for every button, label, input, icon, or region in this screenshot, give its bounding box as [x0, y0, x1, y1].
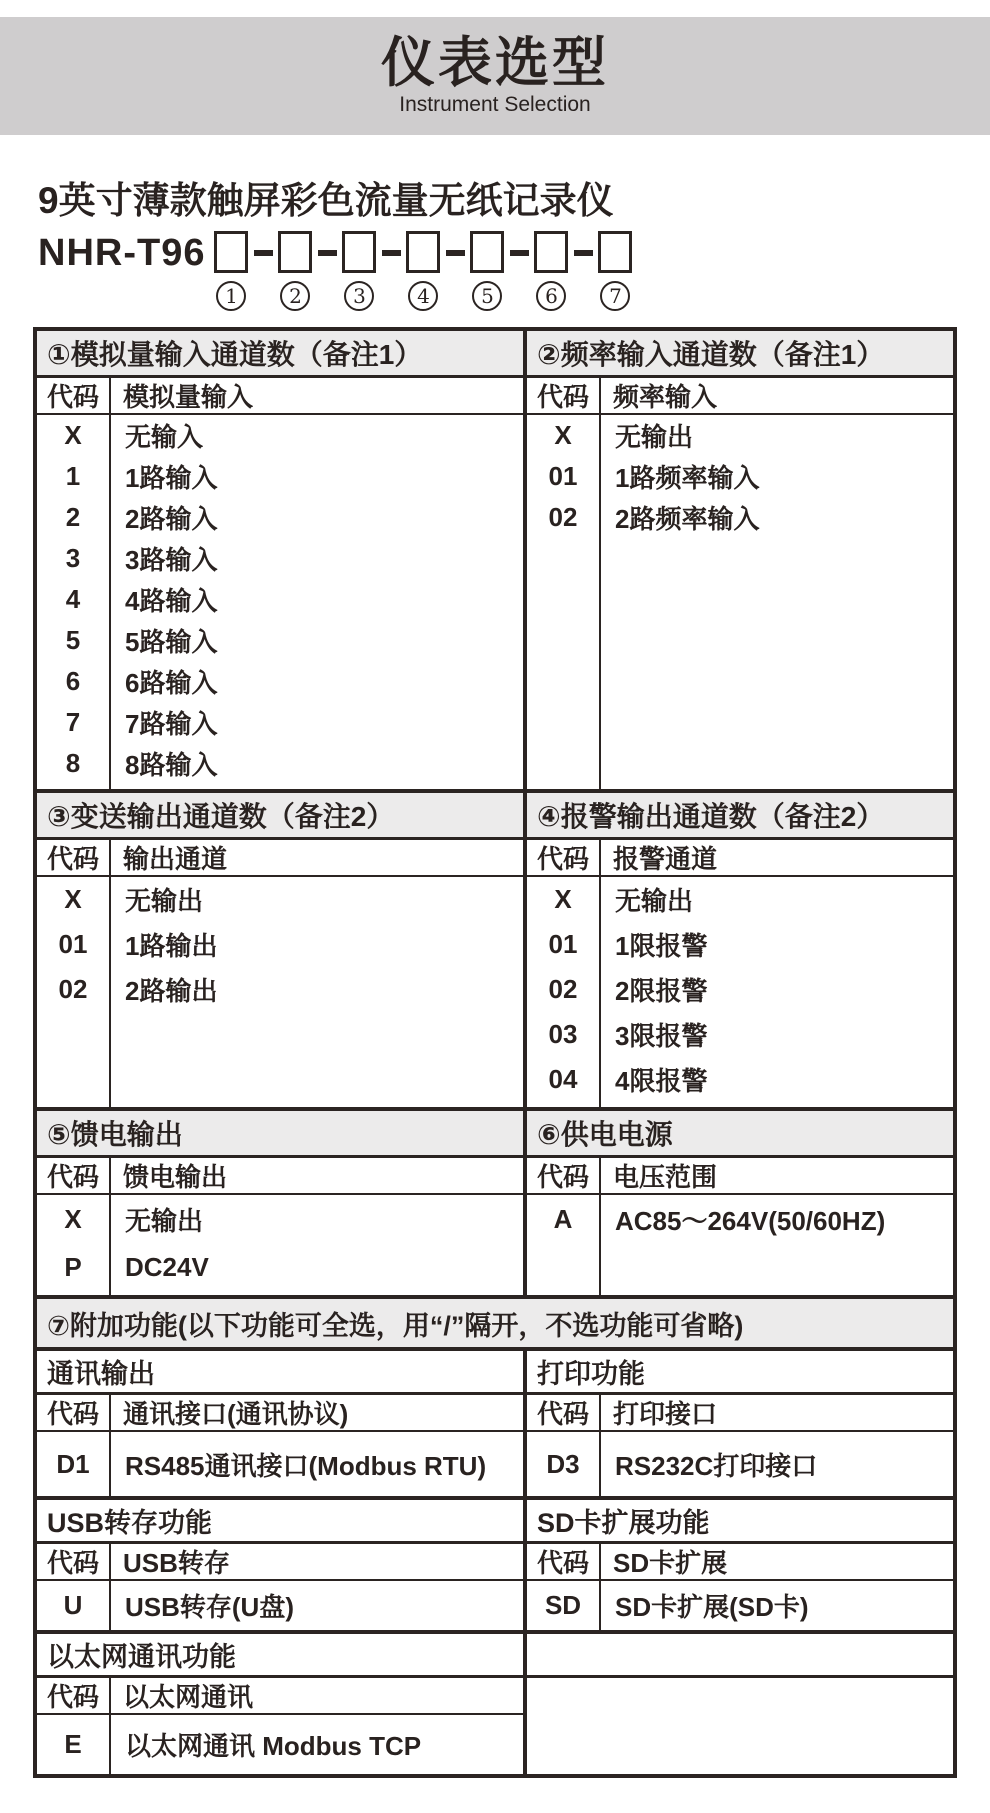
- code-cell: X: [554, 420, 572, 451]
- desc-cell: AC85～264V(50/60HZ): [615, 1205, 886, 1236]
- band-usb-sd: [37, 1496, 953, 1630]
- desc-cell: RS232C打印接口: [615, 1450, 818, 1481]
- product-name: 9英寸薄款触屏彩色流量无纸记录仪: [38, 180, 614, 221]
- model-position-2: [275, 231, 315, 311]
- section-power-supply: [527, 1111, 953, 1295]
- code-column: [37, 1581, 111, 1630]
- code-cell: X: [64, 420, 82, 451]
- desc-cell: DC24V: [125, 1251, 209, 1282]
- dash-separator: [507, 231, 531, 256]
- section-header: ③变送输出通道数（备注2）: [37, 793, 523, 840]
- desc-header-cell: 打印接口: [613, 1399, 718, 1430]
- page-banner: [0, 17, 990, 135]
- code-header-cell: 代码: [527, 1544, 601, 1579]
- subsection-title: 以太网通讯功能: [37, 1634, 523, 1678]
- model-position-4: [403, 231, 443, 311]
- desc-cell: 无输出: [615, 422, 694, 453]
- dash-separator: [379, 231, 403, 256]
- desc-cell: USB转存(U盘): [125, 1592, 294, 1623]
- column-header-row: [527, 1395, 953, 1432]
- code-cell: 1: [65, 461, 81, 492]
- data-rows: [527, 1195, 953, 1295]
- section-header: ①模拟量输入通道数（备注1）: [37, 331, 523, 378]
- code-cell: 5: [65, 625, 81, 656]
- section-feed-output: [37, 1111, 527, 1295]
- desc-header-cell: 电压范围: [613, 1162, 718, 1193]
- column-header-row: [37, 1158, 523, 1195]
- code-cell: 02: [548, 974, 578, 1005]
- code-cell: 4: [65, 584, 81, 615]
- model-code-box: [470, 231, 504, 273]
- dash-separator: [571, 231, 595, 256]
- desc-cell: 无输入: [125, 422, 204, 453]
- band-analog-frequency: [37, 331, 953, 789]
- model-position-1: [211, 231, 251, 311]
- data-rows: [37, 1581, 523, 1630]
- banner-subtitle: Instrument Selection: [399, 92, 591, 116]
- data-rows: [527, 1432, 953, 1496]
- section-analog-input: [37, 331, 527, 789]
- desc-cell: 1路输出: [125, 931, 218, 962]
- subsection-title: SD卡扩展功能: [527, 1500, 953, 1544]
- desc-column: [111, 1581, 523, 1630]
- desc-column: [111, 877, 523, 1107]
- model-position-5: [467, 231, 507, 311]
- code-header-cell: 代码: [527, 1158, 601, 1193]
- desc-column: [601, 1432, 953, 1496]
- section-header: ④报警输出通道数（备注2）: [527, 793, 953, 840]
- data-rows: [527, 1581, 953, 1630]
- banner-title: 仪表选型: [381, 33, 609, 94]
- column-header-row: [37, 1395, 523, 1432]
- code-header-cell: 代码: [527, 1395, 601, 1430]
- code-cell: U: [63, 1590, 83, 1621]
- data-rows: [527, 415, 953, 789]
- data-rows: [37, 1715, 523, 1774]
- desc-header-cell: SD卡扩展: [613, 1548, 728, 1579]
- code-header-cell: 代码: [527, 840, 601, 875]
- desc-column: [601, 1581, 953, 1630]
- model-code-line: [38, 231, 990, 311]
- band-ethernet: [37, 1630, 953, 1774]
- data-rows: [37, 1195, 523, 1295]
- band-comm-print: [37, 1347, 953, 1496]
- code-cell: P: [64, 1251, 82, 1282]
- code-column: [37, 415, 111, 789]
- desc-cell: RS485通讯接口(Modbus RTU): [125, 1450, 487, 1481]
- column-header-row: [37, 840, 523, 877]
- code-cell: 04: [548, 1064, 578, 1095]
- desc-cell: SD卡扩展(SD卡): [615, 1592, 809, 1623]
- desc-column: [111, 1432, 523, 1496]
- data-rows: [37, 1432, 523, 1496]
- code-column: [527, 1195, 601, 1295]
- section-header: ②频率输入通道数（备注1）: [527, 331, 953, 378]
- column-header-row: [527, 1544, 953, 1581]
- code-column: [527, 1432, 601, 1496]
- code-cell: 02: [548, 502, 578, 533]
- empty-cell: [527, 1634, 953, 1678]
- desc-cell: 2路输入: [125, 504, 218, 535]
- position-number: 6: [536, 281, 566, 311]
- band-feed-power: [37, 1107, 953, 1295]
- code-cell: D3: [546, 1448, 580, 1479]
- code-column: [527, 877, 601, 1107]
- code-cell: D1: [56, 1448, 90, 1479]
- code-cell: 7: [65, 707, 81, 738]
- desc-cell: 2路频率输入: [615, 504, 760, 535]
- model-code-box: [598, 231, 632, 273]
- position-number: 4: [408, 281, 438, 311]
- position-number: 5: [472, 281, 502, 311]
- model-position-3: [339, 231, 379, 311]
- dash-separator: [443, 231, 467, 256]
- code-column: [37, 1195, 111, 1295]
- selection-table: [33, 327, 957, 1778]
- code-column: [527, 1581, 601, 1630]
- desc-column: [601, 877, 953, 1107]
- desc-cell: 无输出: [125, 886, 204, 917]
- code-cell: 8: [65, 748, 81, 779]
- desc-cell: 3限报警: [615, 1021, 708, 1052]
- model-code-box: [406, 231, 440, 273]
- desc-header-cell: 馈电输出: [123, 1162, 228, 1193]
- code-header-cell: 代码: [527, 378, 601, 413]
- code-column: [37, 1715, 111, 1774]
- position-number: 2: [280, 281, 310, 311]
- model-prefix: NHR-T96: [38, 232, 206, 275]
- code-header-cell: 代码: [37, 1544, 111, 1579]
- code-cell: E: [64, 1729, 82, 1760]
- subsection-usb-transfer: [37, 1500, 527, 1630]
- dash-separator: [251, 231, 275, 256]
- subsection-title: 通讯输出: [37, 1351, 523, 1395]
- code-cell: 03: [548, 1019, 578, 1050]
- code-cell: X: [64, 884, 82, 915]
- subsection-comm-output: [37, 1351, 527, 1496]
- column-header-row: [527, 840, 953, 877]
- desc-header-cell: 以太网通讯: [123, 1682, 254, 1713]
- desc-cell: 1路频率输入: [615, 463, 760, 494]
- code-header-cell: 代码: [37, 1158, 111, 1193]
- desc-header-cell: 报警通道: [613, 844, 718, 875]
- column-header-row: [527, 1158, 953, 1195]
- code-header-cell: 代码: [37, 378, 111, 413]
- dash-separator: [315, 231, 339, 256]
- desc-column: [111, 1195, 523, 1295]
- code-header-cell: 代码: [37, 1678, 111, 1713]
- desc-cell: 8路输入: [125, 750, 218, 781]
- model-code-box: [214, 231, 248, 273]
- model-code-box: [534, 231, 568, 273]
- section-alarm-output: [527, 793, 953, 1107]
- column-header-row: [37, 1544, 523, 1581]
- desc-column: [111, 1715, 523, 1774]
- position-number: 1: [216, 281, 246, 311]
- model-code-box: [342, 231, 376, 273]
- desc-cell: 6路输入: [125, 668, 218, 699]
- code-cell: 01: [548, 929, 578, 960]
- desc-cell: 1限报警: [615, 931, 708, 962]
- code-cell: 3: [65, 543, 81, 574]
- desc-cell: 7路输入: [125, 709, 218, 740]
- desc-header-cell: 模拟量输入: [123, 382, 254, 413]
- desc-column: [601, 1195, 953, 1295]
- desc-header-cell: 频率输入: [613, 382, 718, 413]
- code-cell: 2: [65, 502, 81, 533]
- column-header-row: [527, 378, 953, 415]
- section-header: ⑦附加功能(以下功能可全选，用“/”隔开，不选功能可省略): [37, 1299, 953, 1347]
- desc-cell: 5路输入: [125, 627, 218, 658]
- subsection-title: USB转存功能: [37, 1500, 523, 1544]
- model-code-box: [278, 231, 312, 273]
- desc-header-cell: 输出通道: [123, 844, 228, 875]
- desc-header-cell: USB转存: [123, 1548, 230, 1579]
- subsection-ethernet: [37, 1634, 527, 1774]
- code-cell: 01: [548, 461, 578, 492]
- code-cell: 01: [58, 929, 88, 960]
- subsection-sd-expansion: [527, 1500, 953, 1630]
- code-header-cell: 代码: [37, 1395, 111, 1430]
- code-cell: 6: [65, 666, 81, 697]
- model-position-7: [595, 231, 635, 311]
- desc-cell: 4路输入: [125, 586, 218, 617]
- code-header-cell: 代码: [37, 840, 111, 875]
- data-rows: [37, 877, 523, 1107]
- section-header: ⑤馈电输出: [37, 1111, 523, 1158]
- desc-cell: 以太网通讯 Modbus TCP: [125, 1731, 422, 1762]
- band-additional-functions-header: [37, 1295, 953, 1347]
- model-units: [211, 231, 635, 311]
- position-number: 7: [600, 281, 630, 311]
- subsection-title: 打印功能: [527, 1351, 953, 1395]
- code-column: [37, 1432, 111, 1496]
- code-cell: SD: [544, 1590, 582, 1621]
- section-frequency-input: [527, 331, 953, 789]
- desc-cell: 无输出: [615, 886, 694, 917]
- desc-cell: 4限报警: [615, 1066, 708, 1097]
- desc-column: [601, 415, 953, 789]
- position-number: 3: [344, 281, 374, 311]
- data-rows: [527, 877, 953, 1107]
- desc-cell: 无输出: [125, 1205, 204, 1236]
- code-cell: A: [553, 1203, 573, 1234]
- column-header-row: [37, 1678, 523, 1715]
- desc-cell: 2路输出: [125, 976, 218, 1007]
- desc-header-cell: 通讯接口(通讯协议): [123, 1399, 349, 1430]
- band-transmit-alarm: [37, 789, 953, 1107]
- desc-cell: 3路输入: [125, 545, 218, 576]
- section-header: ⑥供电电源: [527, 1111, 953, 1158]
- code-column: [37, 877, 111, 1107]
- code-column: [527, 415, 601, 789]
- code-cell: X: [554, 884, 572, 915]
- subsection-print-function: [527, 1351, 953, 1496]
- model-position-6: [531, 231, 571, 311]
- code-cell: X: [64, 1203, 82, 1234]
- desc-cell: 2限报警: [615, 976, 708, 1007]
- desc-cell: 1路输入: [125, 463, 218, 494]
- section-transmit-output: [37, 793, 527, 1107]
- subsection-empty: [527, 1634, 953, 1774]
- data-rows: [37, 415, 523, 789]
- column-header-row: [37, 378, 523, 415]
- code-cell: 02: [58, 974, 88, 1005]
- desc-column: [111, 415, 523, 789]
